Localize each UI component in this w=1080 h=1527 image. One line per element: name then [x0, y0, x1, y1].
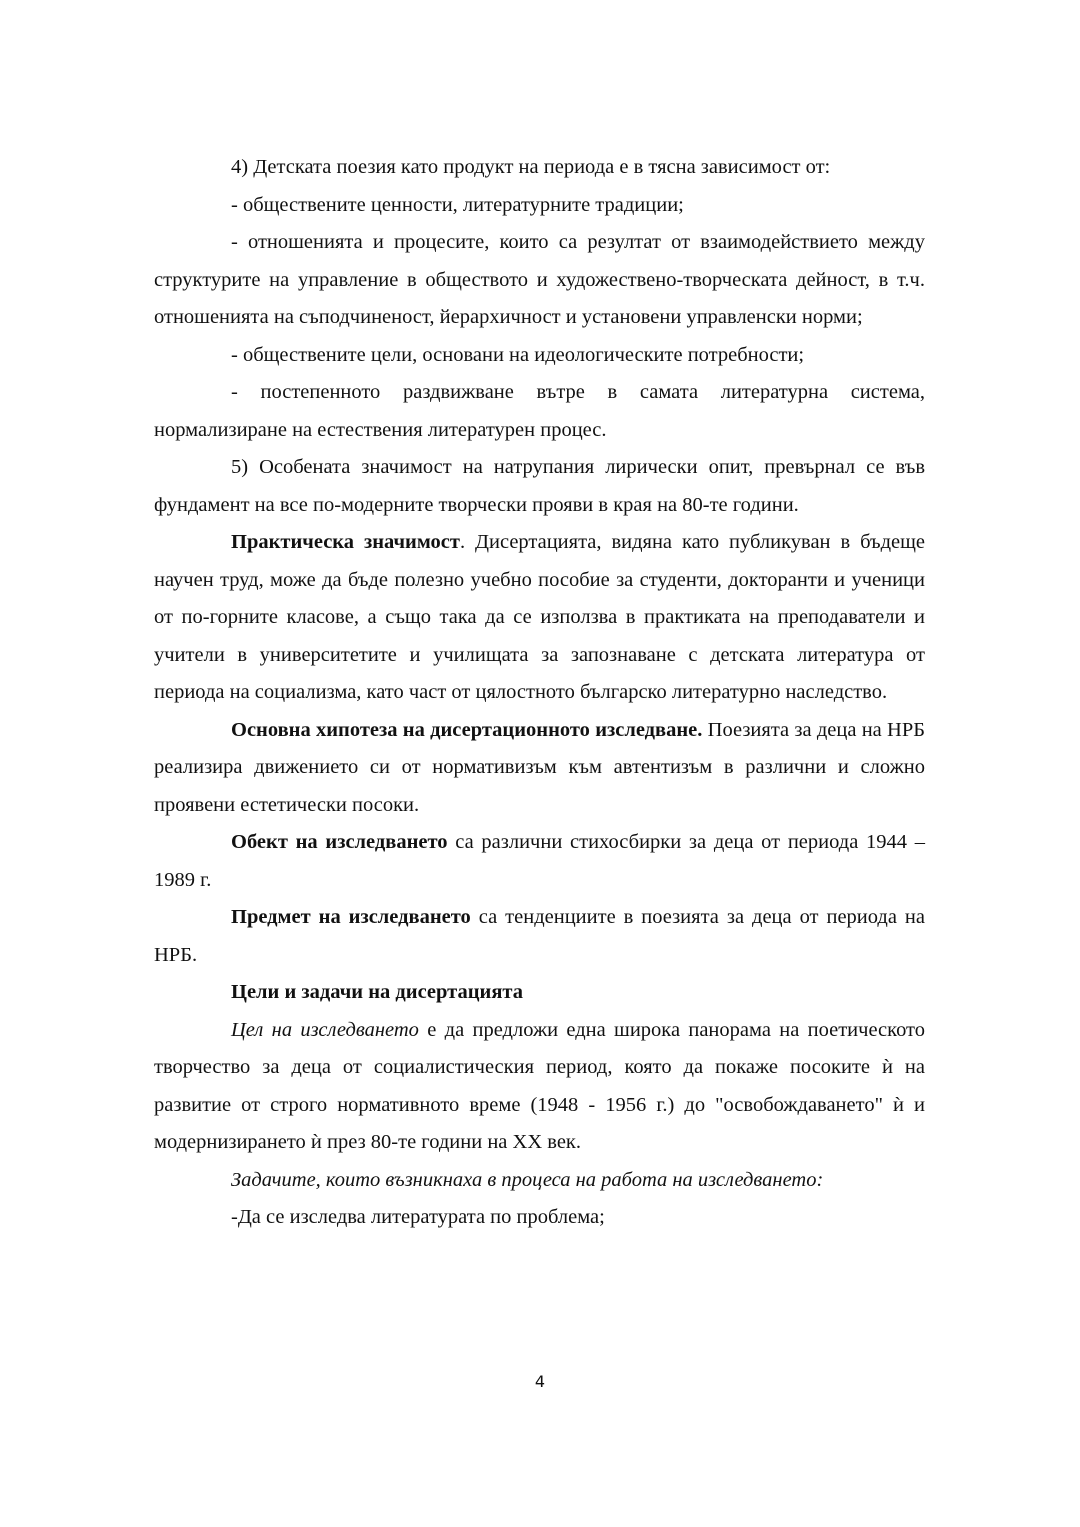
practical-significance-paragraph: [154, 524, 925, 712]
body-text: [154, 149, 925, 1237]
object-text: са различни стихосбирки за деца от периода 1944 – 1989 г.: [154, 831, 925, 891]
hypothesis-text: Поезията за деца на НРБ реализира движението си от нормативизъм към автентизъм в различни и сложно проявени естетически посоки.: [154, 718, 926, 816]
subject-heading: Предмет на изследването: [231, 906, 471, 928]
item-4-bullet-2: - отношенията и процесите, които са резултат от взаимодействието между структурите на управление в обществото и художествено-творческата дейност, в т.ч. отношенията на съподчиненост, йерархичност и установени управленски норми;: [154, 231, 925, 328]
tasks-intro-paragraph: [154, 1162, 925, 1200]
practical-significance-text: . Дисертацията, видяна като публикуван в бъдеще научен труд, може да бъде полезно учебно пособие за студенти, докторанти и ученици от по-горните класове, а също така да се използва в практиката на преподаватели и учители в университетите и училищата за запознаване с детската литература от периода на социализма, като част от цялостното българско литературно наследство.: [154, 531, 926, 703]
aim-paragraph: [154, 1012, 925, 1162]
subject-text: са тенденциите в поезията за деца от периода на НРБ.: [154, 906, 925, 966]
aim-label: Цел на изследването: [231, 1018, 419, 1041]
item-4-bullet-4: - постепенното раздвижване вътре в самата литературна система, нормализиране на естествения литературен процес.: [154, 381, 925, 441]
subject-paragraph: [154, 899, 925, 974]
goals-heading: Цели и задачи на дисертацията: [231, 981, 524, 1003]
object-heading: Обект на изследването: [231, 831, 448, 853]
aim-text: е да предложи една широка панорама на поетическото творчество за деца от социалистическия период, която да покаже посоките ѝ на развитие от строго нормативното време (1948 - 1956 г.) до "освобождаването" ѝ и модернизирането ѝ през 80-те години на XX век.: [154, 1018, 925, 1153]
hypothesis-paragraph: [154, 712, 925, 825]
item-4-bullet-1: - обществените ценности, литературните традиции;: [231, 193, 684, 216]
item-4-bullet-3: - обществените цели, основани на идеологическите потребности;: [231, 343, 805, 366]
task-1: -Да се изследва литературата по проблема;: [231, 1206, 605, 1228]
object-paragraph: [154, 824, 925, 899]
goals-heading-paragraph: [154, 974, 925, 1012]
page-number: 4: [534, 1372, 546, 1391]
hypothesis-heading: Основна хипотеза на дисертационното изследване.: [231, 718, 703, 741]
practical-significance-heading: Практическа значимост: [231, 531, 460, 553]
item-5-paragraph: 5) Особената значимост на натрупания лирически опит, превърнал се във фундамент на все по-модерните творчески прояви в края на 80-те години.: [154, 456, 925, 516]
tasks-intro: Задачите, които възникнаха в процеса на работа на изследването:: [231, 1168, 824, 1191]
item-4-intro: 4) Детската поезия като продукт на периода е в тясна зависимост от:: [231, 156, 831, 178]
